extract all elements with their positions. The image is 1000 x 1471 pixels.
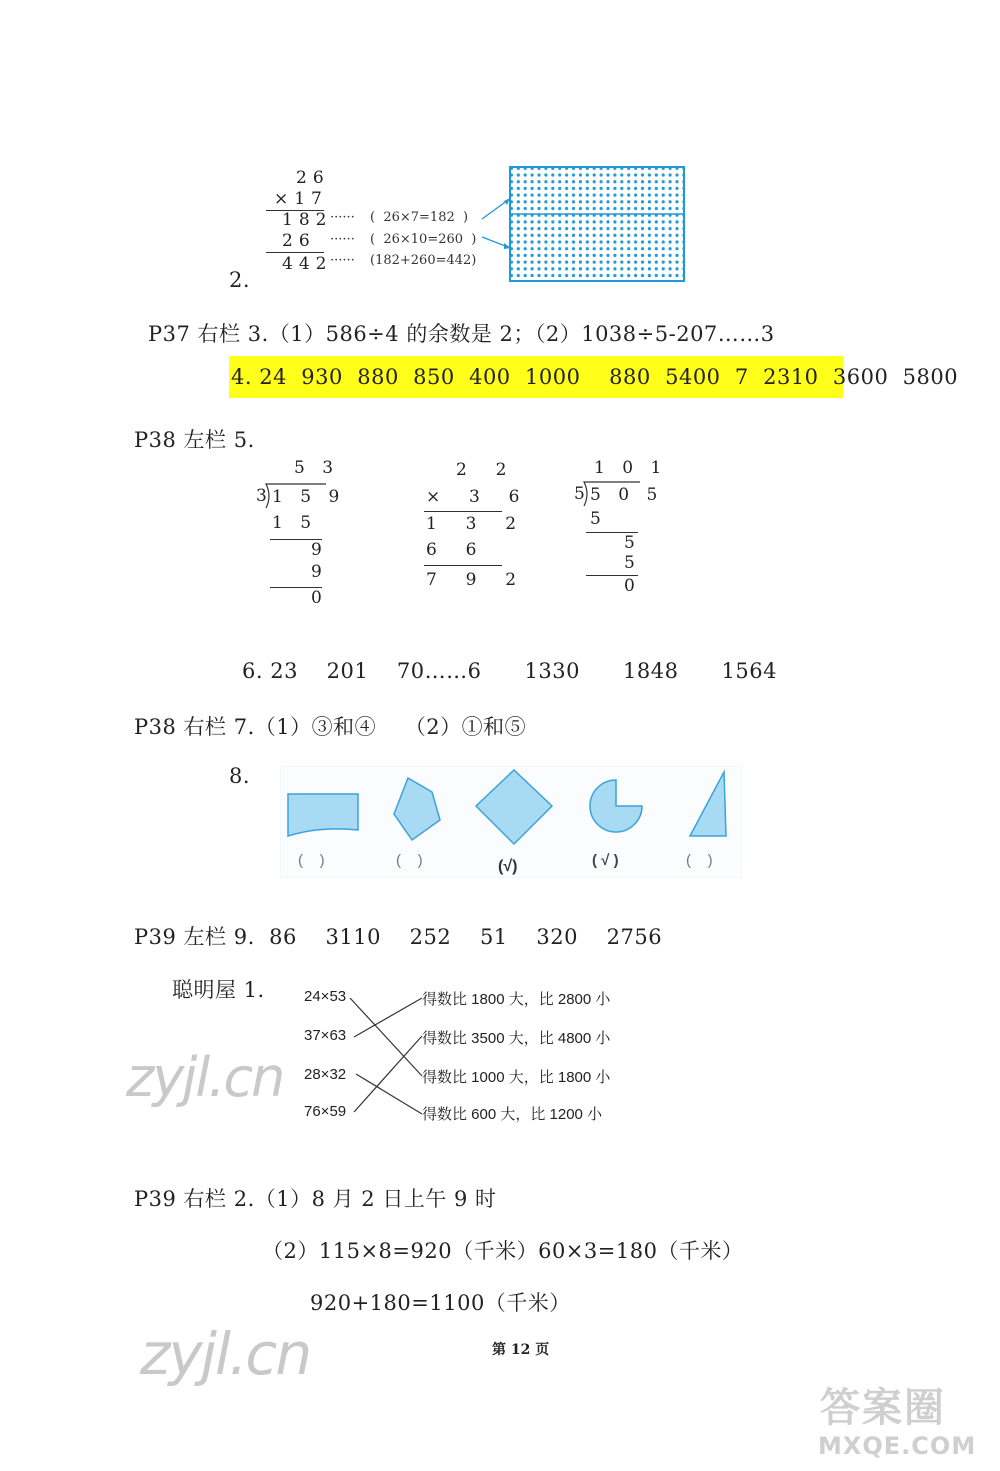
q8-number: 8.	[229, 764, 251, 788]
p39-right2-line-b: （2）115×8=920（千米）60×3=180（千米）	[262, 1239, 744, 1263]
q8-mark-3: (√)	[498, 858, 518, 875]
dot-array-grid	[508, 165, 686, 283]
watermark-2: zyjl.cn	[140, 1320, 311, 1388]
corner-logo-top: 答案圈	[820, 1385, 946, 1431]
calc-a-sub2: 9	[311, 562, 328, 582]
calc-a-rem2: 0	[311, 588, 328, 608]
q2-dots-1: ······	[330, 210, 355, 225]
calc-c-dividend: 5 0 5	[590, 485, 664, 505]
calc-c-quotient: 1 0 1	[594, 458, 668, 478]
q2-row-4: 26	[282, 231, 316, 251]
smart-left-1: 24×53	[304, 988, 347, 1005]
smart-matching-lines	[348, 990, 428, 1120]
answer4-highlight: 4. 24 930 880 850 400 1000 880 5400 7 2310 3600 5800	[229, 356, 843, 398]
p38-right7-line: P38 右栏 7.（1）③和④ （2）①和⑤	[134, 715, 527, 739]
q2-rule-2	[266, 252, 324, 253]
q2-note-3: (182+260=442)	[370, 253, 477, 268]
calc-c-sub1: 5	[590, 509, 607, 529]
answer6-line: 6. 23 201 70……6 1330 1848 1564	[242, 659, 777, 683]
page-number: 第 12 页	[492, 1342, 550, 1358]
q8-mark-4: ( √ )	[592, 852, 619, 869]
q2-dots-3: ······	[330, 253, 355, 268]
q2-note-2: ( 26×10=260 )	[370, 232, 477, 247]
calc-c-rem1: 5	[624, 533, 641, 553]
calc-a-dividend: 1 5 9	[272, 487, 346, 507]
q8-mark-2: ( )	[396, 852, 423, 869]
p38-left5-label: P38 左栏 5.	[134, 428, 255, 452]
q8-mark-1: ( )	[298, 852, 325, 869]
calc-b-sum: 7 9 2	[426, 570, 523, 590]
calc-b-rule1	[424, 511, 502, 512]
q2-row-3: 182	[282, 210, 333, 230]
q2-row-2: ×17	[274, 189, 328, 209]
shape-1	[288, 794, 358, 836]
smart-right-4: 得数比 600 大，比 1200 小	[422, 1106, 603, 1123]
p39-right2-line-c: 920+180=1100（千米）	[310, 1291, 571, 1315]
smart-left-3: 28×32	[304, 1066, 347, 1083]
smart-left-4: 76×59	[304, 1103, 347, 1120]
calc-c-sub2: 5	[624, 553, 641, 573]
q2-row-1: 26	[296, 168, 330, 188]
calc-a-sub1: 1 5	[272, 513, 318, 533]
calc-b-p1: 1 3 2	[426, 514, 523, 534]
watermark-1: zyjl.cn	[126, 1046, 284, 1109]
q8-mark-5: ( )	[686, 852, 713, 869]
smart-right-3: 得数比 1000 大，比 1800 小	[422, 1069, 611, 1086]
calc-b-top: 2 2	[456, 460, 513, 480]
corner-logo-bottom: MXQE.COM	[818, 1432, 977, 1460]
q2-note-1: ( 26×7=182 )	[370, 210, 469, 225]
calc-c-divisor: 5	[574, 484, 591, 504]
smart-title: 聪明屋 1.	[172, 978, 265, 1002]
p39-left9-line: P39 左栏 9. 86 3110 252 51 320 2756	[134, 925, 663, 949]
q2-row-5: 442	[282, 254, 333, 274]
calc-a-rem1: 9	[311, 540, 328, 560]
p37-answer-line: P37 右栏 3.（1）586÷4 的余数是 2；（2）1038÷5-207……3	[148, 322, 775, 346]
smart-left-2: 37×63	[304, 1027, 347, 1044]
smart-right-1: 得数比 1800 大，比 2800 小	[422, 991, 611, 1008]
calc-a-quotient: 5 3	[294, 458, 340, 478]
calc-b-p2: 6 6	[426, 540, 483, 560]
q2-number: 2.	[229, 268, 251, 292]
p39-right2-line: P39 右栏 2.（1）8 月 2 日上午 9 时	[134, 1187, 497, 1211]
calc-b-rule2	[424, 565, 502, 566]
calc-c-rem2: 0	[624, 576, 641, 596]
smart-right-2: 得数比 3500 大，比 4800 小	[422, 1030, 611, 1047]
q2-dots-2: ······	[330, 232, 355, 247]
calc-a-divisor: 3	[256, 486, 273, 506]
calc-b-mult: × 3 6	[426, 487, 526, 507]
